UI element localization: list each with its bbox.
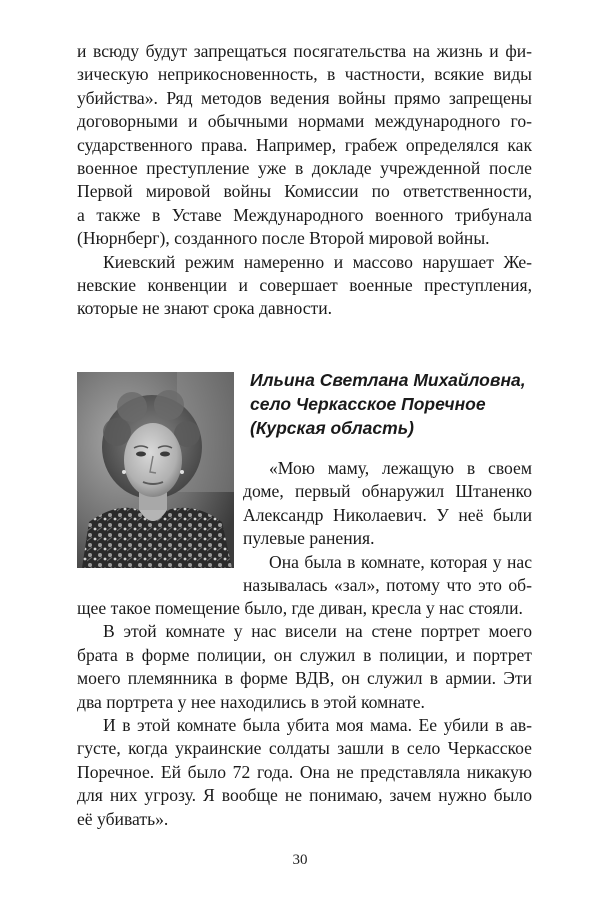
text-line: Александр Николаевич. У неё были bbox=[243, 504, 532, 525]
text-line: доме, первый обнаружил Штаненко bbox=[243, 481, 532, 502]
body-text-top bbox=[77, 40, 532, 321]
text-line: Поречное. Ей было 72 года. Она не представляла никакую bbox=[77, 761, 532, 782]
text-line: брата в форме полиции, он служил в полиции, и портрет bbox=[77, 644, 532, 665]
text-line: которые не знают срока давности. bbox=[77, 298, 333, 319]
text-line: В этой комнате у нас висели на стене портрет моего bbox=[103, 621, 532, 642]
text-line: Киевский режим намеренно и массово нарушает Же- bbox=[103, 251, 532, 272]
text-line: невские конвенции и совершает военные преступления, bbox=[77, 274, 532, 295]
text-line: для них угрозу. Я вообще не понимаю, зачем нужно было bbox=[77, 785, 532, 806]
witness-region: (Курская область) bbox=[250, 418, 414, 438]
text-line: (Нюрнберг), созданного после Второй мировой войны. bbox=[77, 228, 490, 249]
text-line: зическую неприкосновенность, в частности, всякие виды bbox=[77, 64, 532, 85]
portrait-photo bbox=[77, 372, 234, 568]
text-line: договорными и обычными нормами международного го- bbox=[77, 111, 532, 132]
text-line: и всюду будут запрещаться посягательства на жизнь и фи- bbox=[77, 41, 532, 61]
text-line: И в этой комнате была убита моя мама. Ее убили в ав- bbox=[103, 714, 532, 735]
text-line: убийства». Ряд методов ведения войны прямо запрещены bbox=[77, 87, 532, 108]
text-line: густе, когда украинские солдаты зашли в село Черкасское bbox=[77, 738, 532, 759]
text-line: моего племянника в форме ВДВ, он служил в армии. Эти bbox=[77, 668, 532, 689]
testimony-caption bbox=[250, 368, 532, 440]
text-line: Первой мировой войны Комиссии по ответственности, bbox=[77, 181, 532, 202]
testimony-side-text bbox=[243, 457, 532, 597]
text-line: Она была в комнате, которая у нас bbox=[269, 551, 532, 572]
text-line: два портрета у нее находились в этой комнате. bbox=[77, 691, 425, 712]
text-line: а также в Уставе Международного военного трибунала bbox=[77, 204, 532, 225]
witness-name: Ильина Светлана Михайловна, bbox=[250, 370, 526, 390]
text-line: пулевые ранения. bbox=[243, 528, 375, 549]
page-number: 30 bbox=[292, 852, 308, 868]
testimony-body-text bbox=[77, 597, 532, 831]
text-line: её убивать». bbox=[77, 808, 169, 829]
text-line: военное преступление уже в докладе учрежденной после bbox=[77, 157, 532, 178]
witness-village: село Черкасское Поречное bbox=[250, 394, 486, 414]
text-line: сударственного права. Например, грабеж определялся как bbox=[77, 134, 532, 155]
text-line: «Мою маму, лежащую в своем bbox=[269, 458, 532, 478]
text-line: щее такое помещение было, где диван, кресла у нас стояли. bbox=[77, 598, 523, 618]
text-line: называлась «зал», потому что это об- bbox=[243, 574, 532, 595]
